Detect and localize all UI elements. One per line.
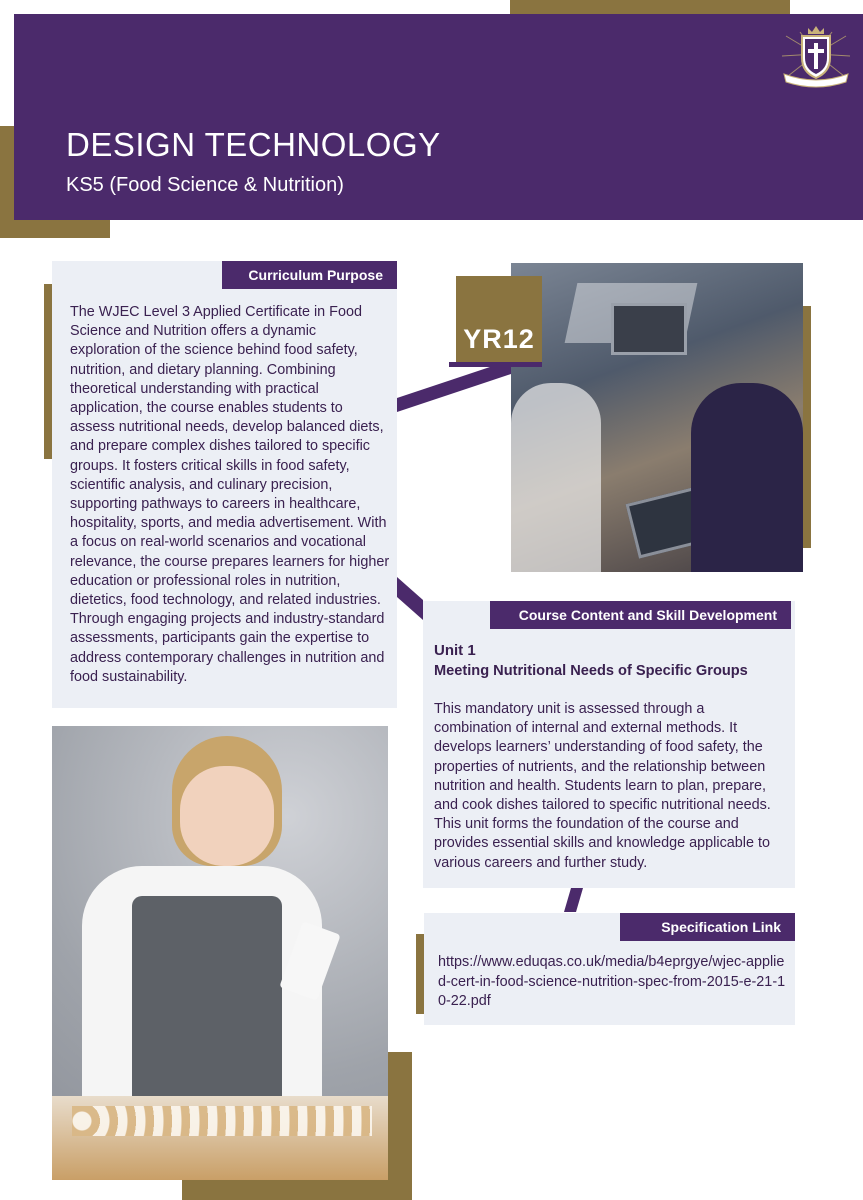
spec-gold-bar — [416, 934, 424, 1014]
year-badge-shadow — [449, 362, 542, 367]
classroom-photo — [511, 263, 803, 572]
course-body: This mandatory unit is assessed through a combination of internal and external methods. It develops learners’ understanding of food safety, the properties of nutrients, and the relationship between nutrition and health. Students learn to plan, prepare, and cook dishes tailored to specific nutritional needs. This unit forms the foundation of the course and provides essential skills and knowledge applicable to various careers and further study. — [434, 701, 771, 871]
unit-title: Meeting Nutritional Needs of Specific Groups — [434, 663, 748, 679]
spec-heading: Specification Link — [620, 913, 795, 941]
curriculum-heading: Curriculum Purpose — [222, 261, 397, 289]
student-piping-photo — [52, 726, 388, 1180]
spec-link[interactable]: https://www.eduqas.co.uk/media/b4eprgye/wjec-applied-cert-in-food-science-nutrition-spec-from-2015-e-21-10-22.pdf — [438, 954, 786, 1009]
curriculum-body: The WJEC Level 3 Applied Certificate in Food Science and Nutrition offers a dynamic exploration of the science behind food safety, nutrition, and dietary planning. Combining theoretical understanding with practical application, the course enables students to assess nutritional needs, develop balanced diets, and prepare complex dishes tailored to specific groups. It fosters critical skills in food safety, scientific analysis, and culinary precision, supporting pathways to careers in healthcare, hospitality, sports, and media advertisement. With a focus on real-world scenarios and vocational relevance, the course prepares learners for higher education or professional roles in nutrition, dietetics, food technology, and related industries. Through engaging projects and industry-standard assessments, participants gain the expertise to address contemporary challenges in nutrition and food sustainability. — [70, 304, 390, 685]
year-badge-label: YR12 — [463, 324, 535, 354]
page-title: DESIGN TECHNOLOGY — [66, 126, 441, 163]
page-subtitle: KS5 (Food Science & Nutrition) — [66, 174, 344, 196]
course-heading: Course Content and Skill Development — [490, 601, 791, 629]
unit-label: Unit 1 — [434, 642, 476, 659]
photo-gold-bar-right — [803, 306, 811, 548]
